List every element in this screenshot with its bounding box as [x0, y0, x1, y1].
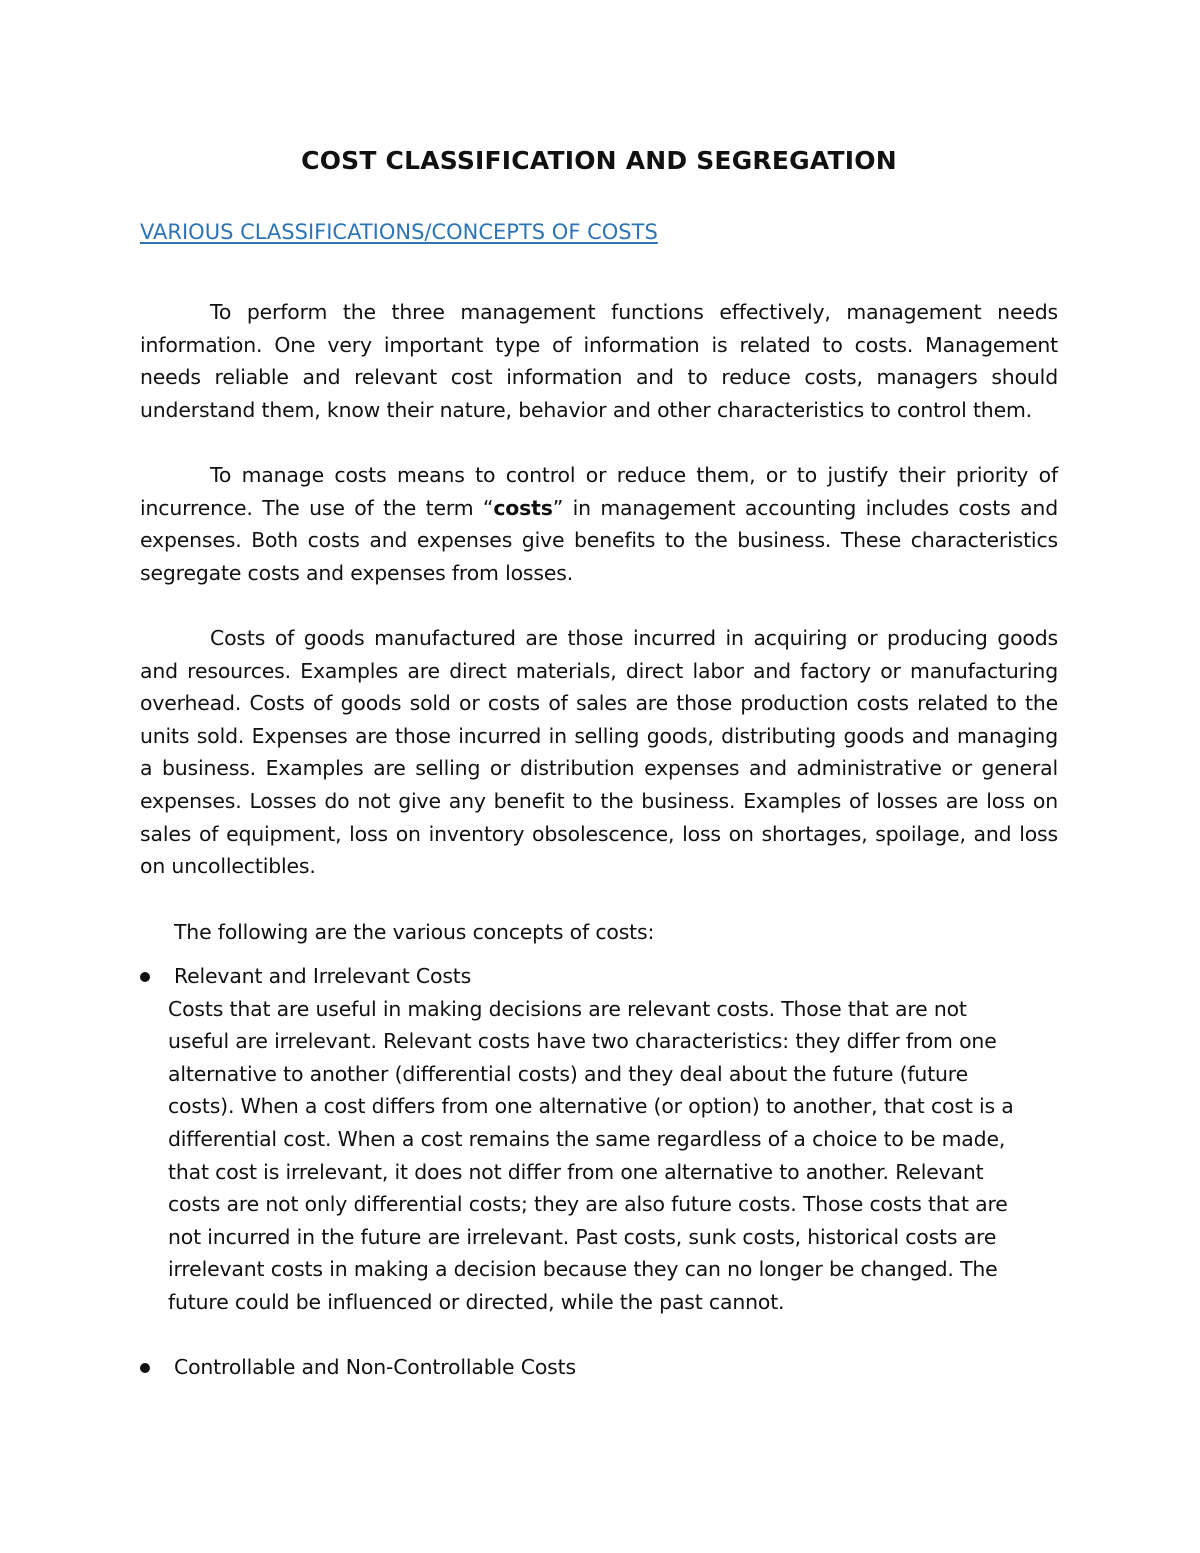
paragraph-manage-costs-text-before: To manage costs means to control or reduce them, or to justify their priority of incurrence. The use of the term “ [140, 463, 1058, 520]
bullet-title: Controllable and Non-Controllable Costs [174, 1355, 576, 1379]
bullet-icon [140, 972, 150, 982]
concepts-lead-in: The following are the various concepts of costs: [174, 920, 655, 944]
bullet-title: Relevant and Irrelevant Costs [174, 964, 472, 988]
bullet-icon [140, 1363, 150, 1373]
section-heading: VARIOUS CLASSIFICATIONS/CONCEPTS OF COSTS [140, 220, 658, 244]
document-page [140, 0, 1058, 1553]
bullet-body: Costs that are useful in making decisions are relevant costs. Those that are not useful are irrelevant. Relevant costs have two characteristics: they differ from one alternative to another (differential costs) and they deal about the future (future costs). When a cost differs from one alternative (or option) to another, that cost is a differential cost. When a cost remains the same regardless of a choice to be made, that cost is irrelevant, it does not differ from one alternative to another. Relevant costs are not only differential costs; they are also future costs. Those costs that are not incurred in the future are irrelevant. Past costs, sunk costs, historical costs are irrelevant costs in making a decision because they can no longer be changed. The future could be influenced or directed, while the past cannot. [168, 996, 1014, 1314]
page-title: COST CLASSIFICATION AND SEGREGATION [301, 146, 897, 175]
costs-term-bold: costs [493, 495, 553, 520]
paragraph-manage-costs-text-after: ” in management accounting includes costs and expenses. Both costs and expenses give benefits to the business. These characteristics segregate costs and expenses from losses. [140, 495, 1058, 585]
paragraph-manage-costs [140, 459, 1058, 589]
paragraph-costs-of-goods: Costs of goods manufactured are those incurred in acquiring or producing goods and resources. Examples are direct materials, direct labor and factory or manufacturing overhead. Costs of goods sold or costs of sales are those production costs related to the units sold. Expenses are those incurred in selling goods, distributing goods and managing a business. Examples are selling or distribution expenses and administrative or general expenses. Losses do not give any benefit to the business. Examples of losses are loss on sales of equipment, loss on inventory obsolescence, loss on shortages, spoilage, and loss on uncollectibles. [140, 626, 1058, 879]
paragraph-management-functions: To perform the three management functions effectively, management needs information. One very important type of information is related to costs. Management needs reliable and relevant cost information and to reduce costs, managers should understand them, know their nature, behavior and other characteristics to control them. [140, 300, 1058, 422]
